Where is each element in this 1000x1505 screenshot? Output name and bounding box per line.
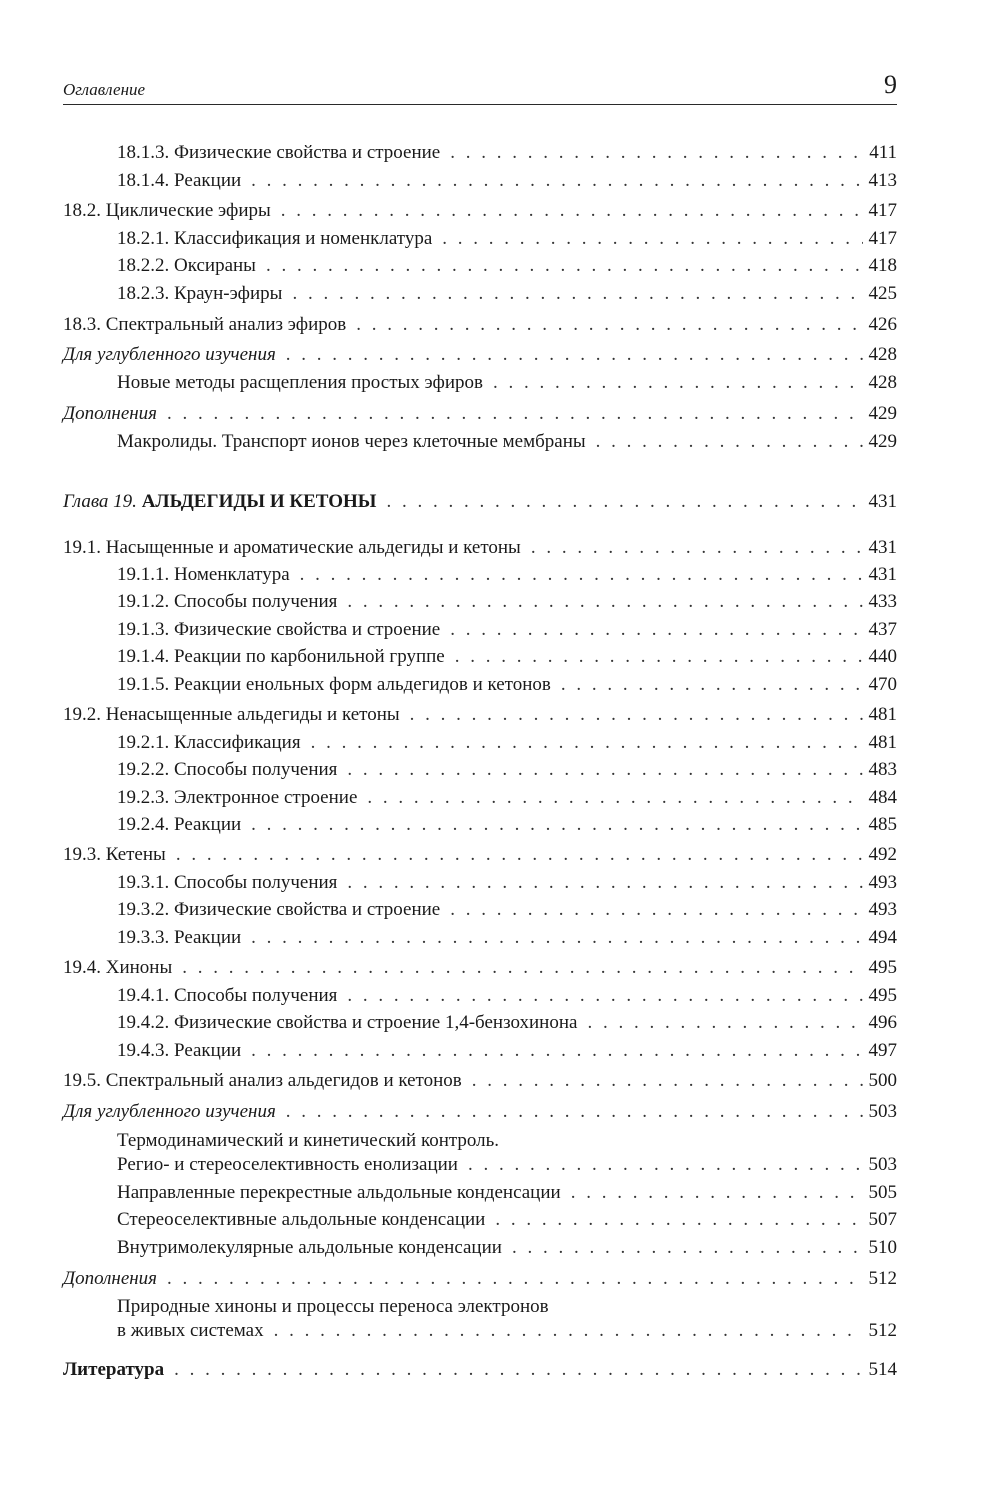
toc-entry-18-1-4[interactable]	[117, 169, 897, 193]
toc-entry-label: Стереоселективные альдольные конденсации	[117, 1209, 486, 1230]
dot-leader	[493, 371, 862, 395]
toc-entry-page: 431	[868, 564, 897, 585]
toc-entry-page: 510	[868, 1237, 897, 1258]
toc-entry-19-1-5[interactable]	[117, 673, 897, 697]
toc-entry-18-2[interactable]	[63, 199, 897, 223]
dot-leader	[450, 898, 862, 922]
toc-entry-macrolides[interactable]	[117, 430, 897, 454]
toc-entry-page: 481	[868, 704, 897, 725]
dot-leader	[286, 343, 863, 367]
toc-entry-label: 19.4.1. Способы получения	[117, 985, 338, 1006]
toc-entry-page: 431	[868, 537, 897, 558]
toc-entry-page: 494	[868, 927, 897, 948]
toc-entry-advanced-18[interactable]	[63, 343, 897, 367]
dot-leader	[410, 703, 863, 727]
toc-entry-label: 19.1.5. Реакции енольных форм альдегидов и кетонов	[117, 674, 551, 695]
dot-leader	[347, 871, 862, 895]
toc-entry-19-2-3[interactable]	[117, 786, 897, 810]
dot-leader	[571, 1181, 863, 1205]
toc-entry-label: 18.1.3. Физические свойства и строение	[117, 142, 441, 163]
toc-entry-page: 484	[868, 787, 897, 808]
chapter-heading	[63, 490, 376, 514]
toc-entry-label: 19.1.4. Реакции по карбонильной группе	[117, 646, 445, 667]
toc-entry-19-3-1[interactable]	[117, 871, 897, 895]
header-rule	[63, 104, 897, 105]
dot-leader	[281, 199, 863, 223]
toc-entry-label: Литература	[63, 1359, 165, 1380]
toc-entry-label: 19.1.3. Физические свойства и строение	[117, 619, 441, 640]
toc-entry-19-1-1[interactable]	[117, 563, 897, 587]
toc-entry-page: 503	[868, 1101, 897, 1122]
chapter-prefix: Глава 19.	[63, 491, 137, 512]
toc-entry-label: 19.2. Ненасыщенные альдегиды и кетоны	[63, 704, 400, 725]
toc-entry-19-4-2[interactable]	[117, 1011, 897, 1035]
toc-entry-19-3[interactable]	[63, 843, 897, 867]
toc-entry-page: 507	[868, 1209, 897, 1230]
toc-entry-page: 495	[868, 957, 897, 978]
toc-entry-page: 500	[868, 1070, 897, 1091]
toc-entry-label: Внутримолекулярные альдольные конденсации	[117, 1237, 502, 1258]
toc-entry-page: 440	[868, 646, 897, 667]
dot-leader	[587, 1011, 862, 1035]
toc-entry-page: 492	[868, 844, 897, 865]
toc-entry-page: 485	[868, 814, 897, 835]
dot-leader	[386, 490, 862, 514]
dot-leader	[495, 1208, 862, 1232]
toc-entry-page: 437	[868, 619, 897, 640]
toc-entry-literature[interactable]	[63, 1358, 897, 1382]
toc-entry-19-1-3[interactable]	[117, 618, 897, 642]
toc-entry-18-3[interactable]	[63, 313, 897, 337]
toc-entry-label: Для углубленного изучения	[63, 344, 276, 365]
toc-entry-page: 481	[868, 732, 897, 753]
toc-entry-label: 19.3.1. Способы получения	[117, 872, 338, 893]
toc-entry-advanced-19[interactable]	[63, 1100, 897, 1124]
toc-entry-page: 497	[868, 1040, 897, 1061]
toc-entry-label: 19.4. Хиноны	[63, 957, 173, 978]
toc-entry-19-1-2[interactable]	[117, 590, 897, 614]
toc-entry-label: 19.4.2. Физические свойства и строение 1,4-бензохинона	[117, 1012, 578, 1033]
toc-entry-page: 495	[868, 985, 897, 1006]
toc-entry-page: 503	[868, 1154, 897, 1175]
toc-entry-label: 18.1.4. Реакции	[117, 170, 242, 191]
dot-leader	[182, 956, 862, 980]
dot-leader	[468, 1153, 863, 1177]
toc-entry-label: Регио- и стереоселективность енолизации	[117, 1154, 458, 1175]
dot-leader	[251, 169, 862, 193]
dot-leader	[561, 673, 863, 697]
header-title: Оглавление	[63, 80, 146, 99]
toc-entry-label: 19.5. Спектральный анализ альдегидов и кетонов	[63, 1070, 462, 1091]
toc-entry-label: 19.3.2. Физические свойства и строение	[117, 899, 441, 920]
toc-entry-label: Макролиды. Транспорт ионов через клеточные мембраны	[117, 431, 586, 452]
toc-entry-page: 512	[868, 1268, 897, 1289]
toc-entry-page: 483	[868, 759, 897, 780]
toc-entry-page: 418	[868, 255, 897, 276]
toc-entry-18-1-3[interactable]	[117, 141, 897, 165]
toc-entry-19-4[interactable]	[63, 956, 897, 980]
toc-entry-label: 19.2.4. Реакции	[117, 814, 242, 835]
toc-entry-19-1-4[interactable]	[117, 645, 897, 669]
toc-entry-page: 428	[868, 372, 897, 393]
toc-entry-page: 411	[869, 142, 897, 163]
toc-entry-page: 426	[868, 314, 897, 335]
toc-entry-label: 19.1.2. Способы получения	[117, 591, 338, 612]
toc-entry-label: 19.3.3. Реакции	[117, 927, 242, 948]
toc-entry-18-2-3[interactable]	[117, 282, 897, 306]
dot-leader	[176, 843, 863, 867]
toc-entry-intramolecular-aldol[interactable]	[117, 1236, 897, 1260]
toc-entry-enolization-selectivity[interactable]	[117, 1153, 897, 1177]
toc-entry-label: 18.2.1. Классификация и номенклатура	[117, 228, 433, 249]
toc-entry-label: 19.1.1. Номенклатура	[117, 564, 290, 585]
toc-entry-label: 19.3. Кетены	[63, 844, 166, 865]
toc-entry-19-2-2[interactable]	[117, 758, 897, 782]
toc-entry-page: 425	[868, 283, 897, 304]
page-number: 9	[884, 70, 897, 99]
dot-leader	[347, 984, 862, 1008]
toc-entry-page: 429	[868, 403, 897, 424]
dot-leader	[167, 402, 862, 426]
toc-entry-page: 470	[868, 674, 897, 695]
dot-leader	[367, 786, 862, 810]
dot-leader	[347, 758, 862, 782]
toc-entry-page: 514	[868, 1359, 897, 1380]
toc-entry-label: 19.2.3. Электронное строение	[117, 787, 358, 808]
toc-entry-label: 19.1. Насыщенные и ароматические альдегиды и кетоны	[63, 537, 521, 558]
toc-entry-ether-cleavage[interactable]	[117, 371, 897, 395]
toc-entry-label: 18.2. Циклические эфиры	[63, 200, 271, 221]
running-header	[63, 70, 897, 104]
toc-entry-page: 429	[868, 431, 897, 452]
toc-entry-19-2[interactable]	[63, 703, 897, 727]
toc-entry-19-5[interactable]	[63, 1069, 897, 1093]
toc-entry-page: 505	[868, 1182, 897, 1203]
toc-entry-19-4-1[interactable]	[117, 984, 897, 1008]
toc-entry-supplements-19[interactable]	[63, 1267, 897, 1291]
dot-leader	[455, 645, 863, 669]
toc-entry-19-2-1[interactable]	[117, 731, 897, 755]
toc-entry-label: 19.4.3. Реакции	[117, 1040, 242, 1061]
toc-entry-crossed-aldol[interactable]	[117, 1181, 897, 1205]
toc-entry-label: Дополнения	[63, 403, 158, 424]
dot-leader	[286, 1100, 863, 1124]
toc-entry-label: Дополнения	[63, 1268, 158, 1289]
toc-entry-page: 493	[868, 899, 897, 920]
toc-entry-page: 417	[868, 228, 897, 249]
toc-entry-19-4-3[interactable]	[117, 1039, 897, 1063]
toc-entry-page: 433	[868, 591, 897, 612]
dot-leader	[450, 141, 863, 165]
dot-leader	[300, 563, 863, 587]
dot-leader	[356, 313, 862, 337]
toc-entry-page: 431	[868, 491, 897, 512]
toc-entry-19-3-3[interactable]	[117, 926, 897, 950]
dot-leader	[251, 1039, 862, 1063]
toc-entry-page: 413	[868, 170, 897, 191]
toc-entry-label: 19.2.2. Способы получения	[117, 759, 338, 780]
dot-leader	[531, 536, 863, 560]
dot-leader	[251, 926, 862, 950]
toc-entry-18-2-1[interactable]	[117, 227, 897, 251]
toc-entry-supplements-18[interactable]	[63, 402, 897, 426]
toc-entry-stereoselective-aldol[interactable]	[117, 1208, 897, 1232]
toc-entry-label: Направленные перекрестные альдольные конденсации	[117, 1182, 561, 1203]
toc-entry-label: Новые методы расщепления простых эфиров	[117, 372, 484, 393]
toc-entry-label: в живых системах	[117, 1320, 264, 1341]
toc-entry-19-2-4[interactable]	[117, 813, 897, 837]
dot-leader	[167, 1267, 862, 1291]
chapter-title: АЛЬДЕГИДЫ И КЕТОНЫ	[141, 491, 377, 512]
toc-entry-natural-quinones[interactable]	[117, 1319, 897, 1343]
toc-entry-label: 18.3. Спектральный анализ эфиров	[63, 314, 347, 335]
toc-entry-label: 18.2.2. Оксираны	[117, 255, 256, 276]
toc-entry-line1: Термодинамический и кинетический контроль.	[117, 1130, 500, 1151]
toc-entry-19-1[interactable]	[63, 536, 897, 560]
toc-entry-page: 493	[868, 872, 897, 893]
dot-leader	[274, 1319, 863, 1343]
toc-entry-line1: Природные хиноны и процессы переноса электронов	[117, 1296, 549, 1317]
toc-entry-label: 18.2.3. Краун-эфиры	[117, 283, 283, 304]
toc-entry-18-2-2[interactable]	[117, 254, 897, 278]
toc-entry-label: 19.2.1. Классификация	[117, 732, 301, 753]
toc-entry-page: 496	[868, 1012, 897, 1033]
dot-leader	[174, 1358, 862, 1382]
dot-leader	[472, 1069, 863, 1093]
dot-leader	[251, 813, 862, 837]
dot-leader	[596, 430, 863, 454]
dot-leader	[266, 254, 863, 278]
toc-entry-page: 512	[868, 1320, 897, 1341]
dot-leader	[347, 590, 862, 614]
dot-leader	[311, 731, 863, 755]
dot-leader	[292, 282, 862, 306]
toc-entry-19-3-2[interactable]	[117, 898, 897, 922]
toc-entry-label: Для углубленного изучения	[63, 1101, 276, 1122]
dot-leader	[512, 1236, 863, 1260]
dot-leader	[442, 227, 862, 251]
dot-leader	[450, 618, 862, 642]
toc-entry-page: 428	[868, 344, 897, 365]
toc-entry-page: 417	[868, 200, 897, 221]
toc-chapter-19[interactable]	[63, 490, 897, 514]
